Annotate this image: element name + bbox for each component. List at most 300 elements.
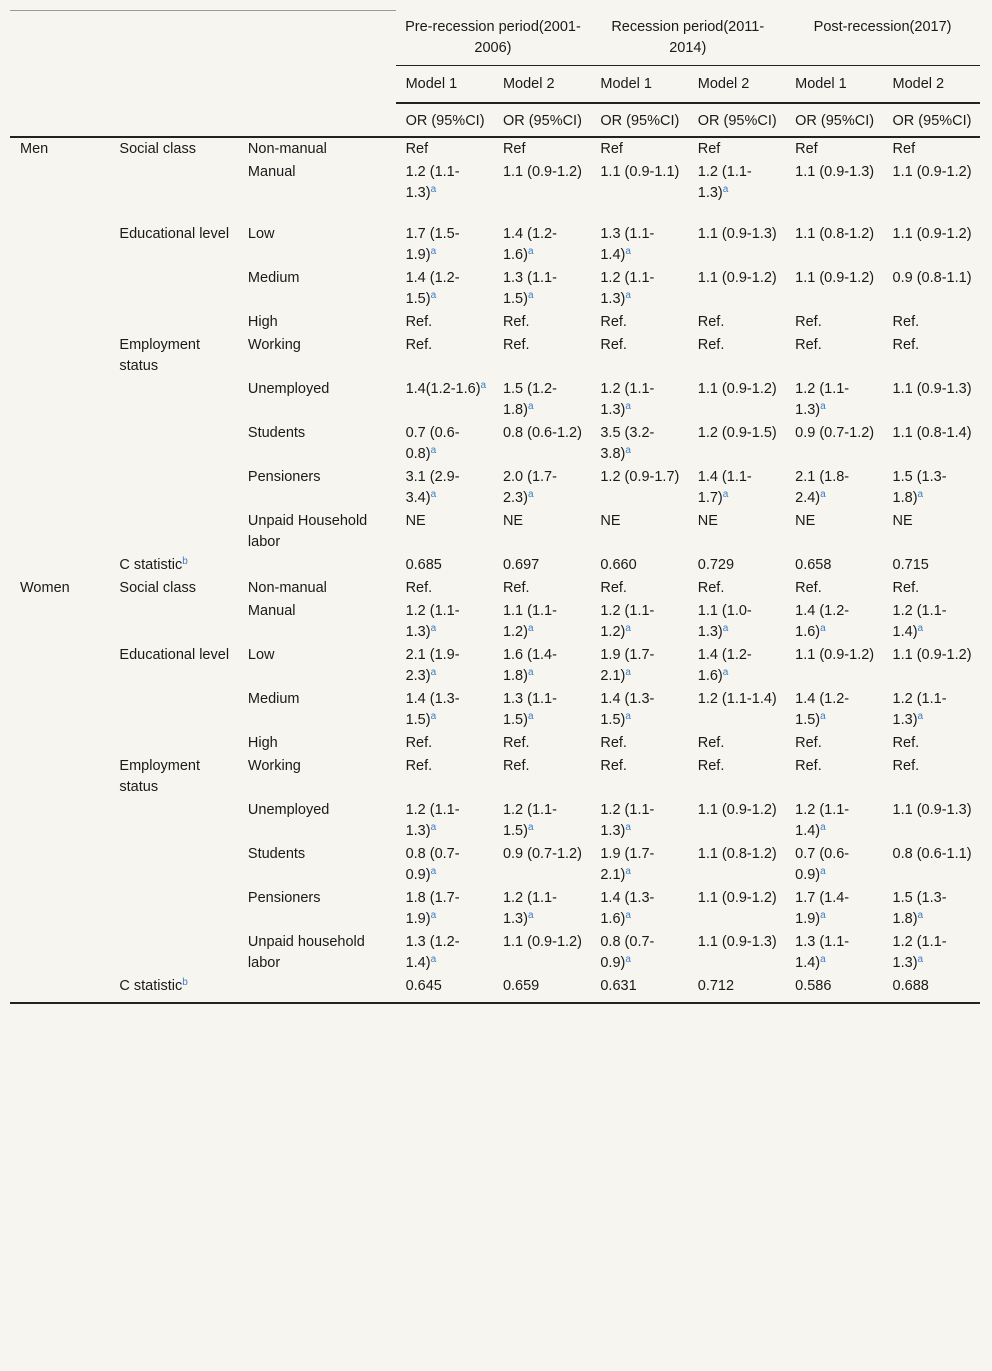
or-value-cell (785, 931, 882, 975)
or-value: 1.1 (0.9-1.2) (892, 225, 972, 242)
or-value-cell (590, 755, 687, 799)
table-row (10, 422, 980, 466)
or-value: 1.2 (1.1-1.3) (892, 690, 947, 728)
or-value-cell (883, 311, 980, 334)
subcategory-cell: Pensioners (247, 889, 321, 906)
significance-marker: a (625, 245, 631, 257)
sex-cell (10, 510, 109, 554)
or-value-cell (396, 577, 493, 600)
footnote-marker: b (182, 976, 188, 988)
or-value: Ref. (600, 734, 627, 751)
or-value-cell (883, 267, 980, 311)
significance-marker: a (430, 245, 437, 257)
sex-cell (10, 161, 109, 223)
or-value: 1.2 (0.9-1.7) (600, 468, 680, 485)
or-value-cell (493, 975, 590, 1003)
or-value-cell (785, 887, 882, 931)
or-value-cell (396, 422, 493, 466)
or-value: Ref (502, 140, 526, 157)
or-value: 1.2 (1.1-1.3) (795, 380, 850, 418)
or-value-cell (396, 466, 493, 510)
or-value: Ref (892, 140, 916, 157)
or-value: Ref. (697, 757, 725, 774)
or-value: 0.8 (0.7-0.9) (600, 933, 655, 971)
or-value: Ref. (892, 579, 920, 596)
or-value-cell (590, 378, 687, 422)
or-value: 1.1 (0.9-1.3) (697, 933, 777, 950)
or-value: 1.1 (0.8-1.4) (892, 424, 972, 441)
table-row (10, 732, 980, 755)
significance-marker: a (917, 622, 924, 634)
or-value-cell (883, 843, 980, 887)
or-value: Ref. (892, 757, 920, 774)
subcategory-cell: Medium (247, 269, 300, 286)
or-value-cell (688, 799, 785, 843)
footnote-marker: b (182, 555, 188, 567)
period-header-recession: Recession period(2011-2014) (590, 11, 785, 66)
table-row (10, 975, 980, 1003)
or-value: 1.4 (1.3-1.5) (405, 690, 460, 728)
or-value: Ref. (600, 757, 627, 774)
category-cell (109, 688, 238, 732)
or-value: Ref. (697, 579, 725, 596)
significance-marker: a (527, 710, 534, 722)
or-value: 1.4 (1.3-1.6) (600, 889, 655, 927)
or-value-cell (688, 466, 785, 510)
sex-cell (10, 378, 109, 422)
or-value-cell (785, 577, 882, 600)
or-value-cell (590, 311, 687, 334)
subcategory-cell: Manual (247, 163, 296, 180)
or-value-cell (688, 137, 785, 161)
subcategory-cell: Non-manual (247, 579, 327, 596)
or-value: 1.5 (1.3-1.8) (892, 889, 947, 927)
category-cell (109, 732, 238, 755)
table-row (10, 334, 980, 378)
or-value: NE (892, 512, 913, 529)
significance-marker: a (430, 289, 437, 301)
or-value-cell (785, 600, 882, 644)
or-value: 0.7 (0.6-0.8) (405, 424, 460, 462)
or-value: 1.4 (1.3-1.5) (600, 690, 655, 728)
or-value-cell (396, 755, 493, 799)
or-value: 1.7 (1.5-1.9) (405, 225, 460, 263)
or-value-cell (396, 161, 493, 223)
or-value: Ref. (697, 313, 725, 330)
category-cell (109, 600, 238, 644)
table-row (10, 688, 980, 732)
category-label: C statistic (119, 977, 183, 994)
or-value: 0.9 (0.7-1.2) (502, 845, 582, 862)
or-value: NE (502, 512, 524, 529)
subcategory-cell: Students (247, 845, 306, 862)
category-cell (109, 334, 238, 378)
sex-cell: Men (20, 140, 49, 157)
category-cell (109, 799, 238, 843)
or-value-cell (883, 137, 980, 161)
or-value: NE (697, 512, 718, 529)
or-value-cell (590, 975, 687, 1003)
category-cell (109, 422, 238, 466)
or-value: Ref. (697, 336, 725, 353)
significance-marker: a (820, 622, 826, 634)
subcategory-cell: Non-manual (247, 140, 327, 157)
significance-marker: a (625, 909, 631, 921)
sex-cell (10, 311, 109, 334)
significance-marker: a (625, 289, 631, 301)
or-value-cell (493, 644, 590, 688)
or-value: 1.3 (1.1-1.5) (502, 269, 557, 307)
or-value-cell (590, 510, 687, 554)
or-value: 1.3 (1.2-1.4) (405, 933, 460, 971)
or-value-cell (590, 644, 687, 688)
or-value-cell (493, 378, 590, 422)
or-value-cell (883, 887, 980, 931)
or-value-cell (493, 799, 590, 843)
or-value: Ref. (502, 336, 530, 353)
or-value-cell (493, 931, 590, 975)
or-value: 1.2 (1.1-1.3) (697, 163, 752, 201)
or-value-cell (785, 843, 882, 887)
or-header: OR (95%CI) (590, 103, 687, 137)
or-value-cell (785, 510, 882, 554)
or-value: 0.712 (697, 977, 735, 994)
or-value-cell (493, 223, 590, 267)
or-value: 1.2 (1.1-1.5) (502, 801, 557, 839)
or-value-cell (785, 223, 882, 267)
or-value-cell (493, 688, 590, 732)
or-value-cell (396, 732, 493, 755)
category-cell (109, 223, 238, 267)
or-value-cell (688, 688, 785, 732)
significance-marker: a (917, 953, 924, 965)
sex-cell (10, 843, 109, 887)
significance-marker: a (527, 400, 534, 412)
or-value-cell (396, 799, 493, 843)
or-value-cell (493, 334, 590, 378)
or-value: Ref. (795, 313, 822, 330)
sex-cell (10, 799, 109, 843)
or-value: Ref. (405, 579, 433, 596)
or-value: 1.4 (1.2-1.5) (405, 269, 460, 307)
or-value-cell (785, 311, 882, 334)
or-value: 0.685 (405, 556, 442, 573)
or-value-cell (688, 334, 785, 378)
significance-marker: a (527, 289, 534, 301)
subcategory-cell: Medium (247, 690, 300, 707)
category-cell (109, 466, 238, 510)
or-value-cell (590, 223, 687, 267)
table-row (10, 554, 980, 577)
or-value-cell (590, 799, 687, 843)
table-row (10, 137, 980, 161)
table-row (10, 311, 980, 334)
or-value-cell (688, 577, 785, 600)
or-value: 1.1 (0.9-1.3) (892, 380, 972, 397)
or-value-cell (396, 137, 493, 161)
or-value-cell (785, 161, 882, 223)
table-row (10, 887, 980, 931)
or-value-cell (590, 688, 687, 732)
significance-marker: a (625, 821, 631, 833)
or-value-cell (883, 644, 980, 688)
or-value: 1.1 (0.9-1.2) (502, 163, 582, 180)
significance-marker: a (820, 953, 826, 965)
significance-marker: a (430, 488, 437, 500)
subcategory-cell: Manual (247, 602, 296, 619)
significance-marker: a (625, 865, 631, 877)
or-value: 1.2 (1.1-1.4) (795, 801, 850, 839)
or-value: 1.4 (1.2-1.6) (502, 225, 557, 263)
or-value: Ref. (502, 734, 530, 751)
or-value: 1.6 (1.4-1.8) (502, 646, 557, 684)
or-value-cell (396, 267, 493, 311)
category-label: Employment status (119, 336, 200, 374)
significance-marker: a (722, 666, 729, 678)
or-value: 0.631 (600, 977, 637, 994)
or-value: 1.1 (0.9-1.2) (795, 269, 875, 286)
or-value-cell (785, 334, 882, 378)
or-value: Ref. (405, 757, 433, 774)
or-value: 1.3 (1.1-1.4) (795, 933, 850, 971)
or-value-cell (590, 267, 687, 311)
or-value-cell (785, 554, 882, 577)
or-value: 0.645 (405, 977, 442, 994)
or-value-cell (590, 732, 687, 755)
category-label: Social class (119, 140, 196, 157)
significance-marker: a (527, 245, 534, 257)
significance-marker: a (430, 666, 437, 678)
or-value: NE (600, 512, 621, 529)
or-value-cell (493, 311, 590, 334)
or-value-cell (396, 554, 493, 577)
or-value: 1.3 (1.1-1.5) (502, 690, 557, 728)
or-value: Ref. (892, 313, 920, 330)
table-row (10, 267, 980, 311)
or-value-cell (493, 161, 590, 223)
or-value-cell (883, 975, 980, 1003)
or-value-cell (883, 600, 980, 644)
or-value: 1.9 (1.7-2.1) (600, 646, 655, 684)
or-value: 1.7 (1.4-1.9) (795, 889, 850, 927)
or-value-cell (396, 975, 493, 1003)
or-value-cell (688, 422, 785, 466)
category-cell (109, 644, 238, 688)
or-value-cell (883, 577, 980, 600)
or-value: 1.2 (1.1-1.3) (405, 602, 460, 640)
header-row-periods (10, 11, 980, 66)
or-value-cell (883, 554, 980, 577)
or-value-cell (396, 600, 493, 644)
or-value: 1.4(1.2-1.6) (405, 380, 481, 397)
significance-marker: a (820, 865, 826, 877)
or-value-cell (590, 334, 687, 378)
or-value: 0.586 (795, 977, 832, 994)
category-label: Educational level (119, 225, 230, 242)
or-value-cell (883, 466, 980, 510)
category-label: C statistic (119, 556, 183, 573)
significance-marker: a (820, 909, 826, 921)
or-value-cell (785, 755, 882, 799)
table-row (10, 644, 980, 688)
significance-marker: a (430, 953, 437, 965)
table-row (10, 223, 980, 267)
model-header: Model 1 (396, 65, 493, 103)
subcategory-cell: Working (247, 757, 301, 774)
or-value-cell (785, 688, 882, 732)
category-cell (109, 510, 238, 554)
subcategory-cell: Working (247, 336, 301, 353)
table-row (10, 510, 980, 554)
significance-marker: a (722, 622, 729, 634)
sex-cell (10, 931, 109, 975)
or-value-cell (785, 422, 882, 466)
or-value: 1.1 (0.9-1.2) (697, 801, 777, 818)
or-value-cell (493, 843, 590, 887)
or-value-cell (590, 137, 687, 161)
or-value: 1.2 (1.1-1.3) (502, 889, 557, 927)
category-cell (109, 378, 238, 422)
subcategory-cell: High (247, 734, 278, 751)
or-value: 1.4 (1.2-1.6) (697, 646, 752, 684)
significance-marker: a (527, 821, 534, 833)
or-value-cell (883, 732, 980, 755)
significance-marker: a (917, 710, 924, 722)
odds-ratio-table-container (10, 10, 980, 1004)
or-value: NE (405, 512, 426, 529)
significance-marker: a (527, 622, 534, 634)
significance-marker: a (625, 666, 631, 678)
or-value: Ref. (502, 313, 530, 330)
category-cell (109, 577, 238, 600)
or-value-cell (493, 755, 590, 799)
or-value-cell (688, 755, 785, 799)
or-value-cell (688, 554, 785, 577)
or-value: Ref. (892, 336, 920, 353)
or-value-cell (590, 161, 687, 223)
table-header (10, 11, 980, 137)
or-value-cell (590, 887, 687, 931)
or-value-cell (396, 843, 493, 887)
or-value: Ref (697, 140, 721, 157)
or-value: 1.1 (0.9-1.2) (697, 269, 777, 286)
odds-ratio-table (10, 10, 980, 1004)
or-header: OR (95%CI) (396, 103, 493, 137)
or-value-cell (785, 466, 882, 510)
or-value-cell (785, 267, 882, 311)
period-header-post-recession: Post-recession(2017) (785, 11, 980, 66)
or-value: 1.4 (1.2-1.5) (795, 690, 850, 728)
or-value: 1.5 (1.2-1.8) (502, 380, 557, 418)
significance-marker: a (820, 488, 826, 500)
or-value-cell (883, 799, 980, 843)
or-value: Ref. (600, 313, 627, 330)
or-value: 0.7 (0.6-0.9) (795, 845, 850, 883)
or-value-cell (396, 311, 493, 334)
significance-marker: a (917, 488, 924, 500)
table-row (10, 466, 980, 510)
or-value-cell (688, 931, 785, 975)
or-value: 2.1 (1.8-2.4) (795, 468, 850, 506)
or-value-cell (785, 732, 882, 755)
significance-marker: a (430, 622, 437, 634)
or-value: 1.1 (0.8-1.2) (795, 225, 875, 242)
or-value: 1.1 (0.9-1.2) (502, 933, 582, 950)
or-value: 1.1 (0.9-1.3) (697, 225, 777, 242)
significance-marker: a (820, 400, 826, 412)
significance-marker: a (722, 488, 729, 500)
or-value: Ref. (795, 579, 822, 596)
category-label: Social class (119, 579, 196, 596)
significance-marker: a (480, 379, 487, 391)
category-cell (109, 931, 238, 975)
table-body (10, 137, 980, 1003)
significance-marker: a (430, 710, 437, 722)
subcategory-cell: Unpaid household labor (247, 933, 365, 971)
significance-marker: a (820, 821, 826, 833)
or-value-cell (785, 378, 882, 422)
or-value: 1.1 (1.0-1.3) (697, 602, 752, 640)
header-row-or (10, 103, 980, 137)
or-value: 1.1 (0.9-1.2) (892, 646, 972, 663)
category-label: Employment status (119, 757, 200, 795)
or-value: 0.9 (0.7-1.2) (795, 424, 875, 441)
or-value-cell (590, 554, 687, 577)
sex-cell: Women (20, 579, 70, 596)
sex-cell (10, 466, 109, 510)
or-value: 1.4 (1.1-1.7) (697, 468, 752, 506)
or-header: OR (95%CI) (493, 103, 590, 137)
or-value-cell (883, 755, 980, 799)
or-value-cell (688, 843, 785, 887)
category-cell (109, 161, 238, 223)
or-value-cell (785, 799, 882, 843)
or-value: 1.8 (1.7-1.9) (405, 889, 460, 927)
or-value-cell (688, 600, 785, 644)
or-value: 1.2 (1.1-1.4) (697, 690, 777, 707)
or-value-cell (396, 644, 493, 688)
or-value-cell (688, 311, 785, 334)
significance-marker: a (430, 183, 437, 195)
or-value: Ref. (405, 313, 433, 330)
or-value-cell (688, 510, 785, 554)
or-value: 1.2 (1.1-1.3) (600, 269, 655, 307)
or-value: Ref (795, 140, 818, 157)
or-value: Ref. (600, 336, 627, 353)
or-value-cell (396, 931, 493, 975)
significance-marker: a (722, 183, 729, 195)
or-value-cell (688, 732, 785, 755)
subcategory-cell: Students (247, 424, 306, 441)
or-value-cell (883, 161, 980, 223)
sex-cell (10, 334, 109, 378)
sex-cell (10, 600, 109, 644)
or-value-cell (396, 887, 493, 931)
or-value: Ref. (502, 757, 530, 774)
table-row (10, 931, 980, 975)
significance-marker: a (625, 710, 631, 722)
or-value-cell (785, 975, 882, 1003)
or-value: 2.1 (1.9-2.3) (405, 646, 460, 684)
significance-marker: a (430, 821, 437, 833)
subcategory-cell: Low (247, 225, 275, 242)
or-value: 1.1 (0.9-1.2) (697, 380, 777, 397)
significance-marker: a (430, 909, 437, 921)
model-header: Model 1 (785, 65, 882, 103)
or-value-cell (590, 600, 687, 644)
or-value: 1.2 (0.9-1.5) (697, 424, 777, 441)
or-value-cell (493, 600, 590, 644)
